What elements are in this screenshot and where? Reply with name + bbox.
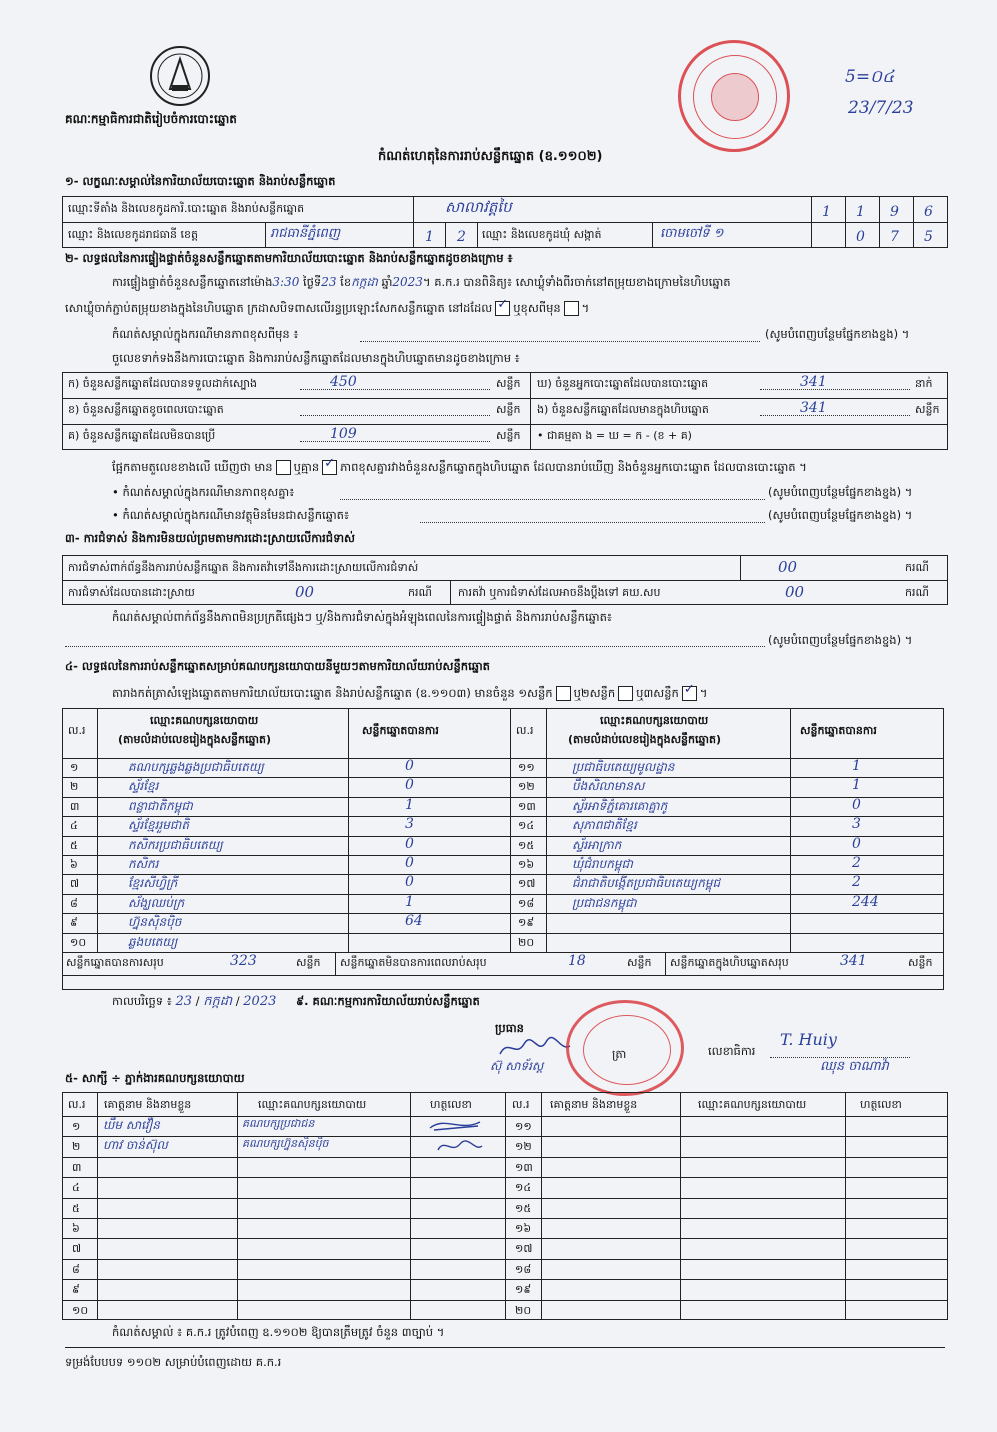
location-code-digit: 1	[822, 204, 831, 220]
bullet-difference: • កំណត់សម្គាល់ក្នុងករណីមានភាពខុសគ្នា៖	[112, 485, 295, 499]
row-number: ១៧	[518, 877, 536, 891]
figure-unit: សន្លឹក	[915, 403, 940, 416]
row-number: ១២	[518, 780, 535, 794]
row-number: ៦	[70, 858, 78, 871]
party-name: គណបក្សឆ្លងឆ្លងប្រជាធិបតេយ្យ	[128, 760, 264, 774]
figure-label: ខ) ចំនួនសន្លឹកឆ្នោតខូចពេលបោះឆ្នោត	[68, 403, 224, 416]
row-rule	[62, 1279, 948, 1280]
form-title: កំណត់ហេតុនៃការរាប់សន្លឹកឆ្នោត (ឧ.១១០២)	[378, 149, 603, 164]
party-name: ហ្វ៊ុនស៊ិនប៉ិច	[128, 915, 182, 930]
figure-dotline	[760, 389, 910, 390]
party-votes: 2	[852, 874, 861, 891]
party-votes: 3	[405, 816, 414, 833]
witness-header: ហត្ថលេខា	[860, 1098, 902, 1111]
different-checkbox[interactable]	[564, 301, 579, 316]
party-name: ជំរាជាតិបង្កើតប្រជាធិបតេយ្យកម្ពុជ	[572, 876, 721, 891]
party-name: ឆ្លងបតេយ្យ	[128, 934, 178, 949]
col-rule	[680, 1092, 681, 1320]
row-rule	[62, 874, 944, 875]
col-rule	[510, 708, 511, 952]
figure-unit: នាក់	[915, 377, 933, 390]
witness-no: ២០	[515, 1303, 532, 1317]
note-difference-label: កំណត់សម្គាល់ក្នុងករណីមានភាពខុសពីមុន ៖	[112, 327, 299, 341]
bullet-foreign-object: • កំណត់សម្គាល់ក្នុងករណីមានវត្ថុមិនមែនជាសន្លឹកឆ្នោត៖	[112, 508, 350, 522]
col-rule	[546, 708, 547, 952]
figure-unit: សន្លឹក	[496, 377, 521, 390]
witness-header: ឈ្មោះគណបក្សនយោបាយ	[698, 1098, 807, 1111]
fill-more-note: (សូមបំពេញបន្ថែមផ្នែកខាងខ្នង) ។	[768, 633, 913, 647]
col-rule	[790, 708, 791, 952]
party-name: ឃុំជំរាបកម្ពុជា	[572, 857, 633, 871]
row-rule	[62, 1218, 948, 1219]
party-votes: 0	[405, 835, 414, 852]
row-rule	[62, 1198, 948, 1199]
witness-signatures	[420, 1116, 500, 1160]
chair-label: ប្រធាន	[495, 1021, 524, 1035]
chair-signature	[498, 1036, 573, 1064]
figure-dotline	[760, 415, 910, 416]
witness-no: ៧	[72, 1242, 82, 1256]
party-votes: 0	[405, 758, 414, 774]
row-rule	[62, 913, 944, 914]
commune-value: ចោមចៅទី ១	[660, 226, 724, 241]
compare-line: ផ្អែកតាមតួលេខខាងលើ ឃើញថា មាន ឬគ្មាន✓ ភាពខុសគ្នារវាងចំនួនសន្លឹកឆ្នោតក្នុងហិបឆ្នោត ដែលបានរាប់ឃើញ និងចំនួនអ្នកបោះឆ្នោត ដែលបានបោះឆ្នោត ។	[112, 460, 807, 475]
figure-label: ង) ចំនួនសន្លឹកឆ្នោតដែលមានក្នុងហិបឆ្នោត	[537, 403, 709, 416]
resolved-label: ការជំទាស់ដែលបានដោះស្រាយ	[68, 586, 195, 599]
row-number: ២០	[518, 935, 535, 949]
col-party-sub-header: (តាមលំដាប់លេខរៀងក្នុងសន្លឹកឆ្នោត)	[568, 733, 721, 746]
figure-label: • ជាគម្មតា ង = ឃ = ក - (ខ + គ)	[537, 429, 692, 442]
verification-line: ការផ្ទៀងផ្ទាត់ចំនួនសន្លឹកឆ្នោតនៅម៉ោង3:30 ថ្ងៃទី23 ខែកក្កដា ឆ្នាំ2023។ គ.ក.រ បានពិនិត្យ៖ សោឃ្លុំទាំងពីរចាក់នៅតម្រុយខាងក្រោមនៃហិបឆ្នោត	[112, 275, 731, 289]
province-value: រាជធានីភ្នំពេញ	[270, 226, 341, 241]
party-name: បឹងសិលាមានស	[572, 779, 645, 794]
figures-intro: ចួលេខទាក់ទងនឹងការបោះឆ្នោត និងការរាប់សន្លឹកឆ្នោតដែលមានក្នុងហិបឆ្នោតមានដូចខាងក្រោម ៖	[112, 351, 520, 365]
party-votes: 0	[405, 874, 414, 891]
party-name: កសិករ	[128, 857, 159, 871]
nec-emblem	[148, 45, 212, 107]
party-name: ខ្មែរសីហ្វិក្រី	[128, 876, 178, 891]
party-name: ប្រជាជនកម្ពុជា	[572, 895, 637, 910]
row-rule	[62, 797, 944, 798]
case-unit: ករណី	[408, 586, 432, 599]
secretary-signature: T. Huiy	[780, 1030, 837, 1049]
witness-no: ១៤	[515, 1181, 532, 1195]
row-number: ១៤	[518, 819, 535, 833]
seal-mark: ត្រា	[612, 1047, 627, 1061]
col-party-header: ឈ្មោះគណបក្សនយោបាយ	[150, 714, 259, 727]
total-box-value: 341	[840, 953, 867, 969]
row-rule	[62, 1157, 948, 1158]
row-number: ១៣	[518, 799, 536, 813]
col-party-header: ឈ្មោះគណបក្សនយោបាយ	[600, 714, 709, 727]
fill-more-note: (សូមបំពេញបន្ថែមផ្នែកខាងខ្នង) ។	[768, 485, 913, 499]
party-votes: 1	[852, 777, 861, 794]
witness-header: ល.រ	[68, 1098, 86, 1111]
committee-name: គណៈកម្មាធិការជាតិរៀបចំការបោះឆ្នោត	[65, 112, 237, 126]
party-votes: 1	[405, 893, 414, 910]
figure-value: 109	[330, 426, 357, 442]
party-name: ស្ទ័រអាក្រាក	[572, 837, 622, 852]
form-footer: ទម្រង់បែបបទ ១១០២ សម្រាប់បំពេញដោយ គ.ក.រ	[65, 1355, 282, 1369]
party-votes: 244	[852, 893, 879, 910]
case-unit: ករណី	[905, 561, 929, 574]
row-number: ១០	[70, 935, 87, 949]
date-line: កាលបរិច្ឆេទ ៖ 23 / កក្កដា / 2023 ៩. គណៈកម្មការការិយាល័យរាប់សន្លឹកឆ្នោត	[112, 994, 480, 1009]
figure-unit: សន្លឹក	[496, 403, 521, 416]
row-rule	[62, 1177, 948, 1178]
witness-no: ៣	[72, 1160, 82, 1174]
row-number: ៣	[70, 799, 80, 813]
figure-value: 450	[330, 374, 357, 390]
figure-value: 341	[800, 374, 827, 390]
objection-value: 00	[778, 558, 798, 576]
party-votes: 1	[852, 758, 861, 774]
witness-name: ហាវ ចាន់ស៊ុល	[103, 1138, 168, 1153]
seal-check-line: សោឃ្លុំចាក់ភ្ជាប់តម្រុយខាងក្នុងនៃហិបឆ្នោត ក្រដាសបិទពាសលើរន្ធប្រឡោះសែកសន្លឹកឆ្នោត នៅដដែល✓ ឬខុសពីមុន ។	[65, 301, 589, 316]
figure-value: 341	[800, 400, 827, 416]
same-checkbox[interactable]	[495, 301, 510, 316]
figure-unit: សន្លឹក	[496, 429, 521, 442]
row-number: ៧	[70, 877, 80, 891]
row-rule	[62, 777, 944, 778]
row-number: ៥	[70, 838, 78, 852]
witness-no: ១២	[515, 1140, 532, 1154]
col-rule	[237, 1092, 238, 1320]
col-rule	[541, 1092, 542, 1320]
total-valid-value: 323	[230, 953, 257, 969]
witness-no: ២	[72, 1140, 81, 1154]
row-number: ៤	[70, 819, 78, 833]
witness-no: ៦	[72, 1222, 80, 1235]
row-number: ៩	[70, 916, 78, 930]
row-rule	[62, 933, 944, 934]
figure-dotline	[300, 389, 490, 390]
witness-no: ១៧	[515, 1242, 533, 1256]
total-unit: សន្លឹក	[627, 956, 652, 969]
province-code-digit: 2	[457, 229, 466, 245]
appeal-value: 00	[785, 583, 805, 601]
row-rule	[62, 816, 944, 817]
row-number: ១៨	[518, 896, 535, 910]
one-sheet-checkbox[interactable]	[556, 686, 571, 701]
party-votes: 1	[405, 796, 414, 813]
party-votes: 0	[852, 835, 861, 852]
commune-code-digit: 5	[924, 229, 933, 245]
figure-dotline	[300, 415, 490, 416]
irregularity-note: កំណត់សម្គាល់ពាក់ព័ន្ធនឹងភាពមិនប្រក្រតីផ្សេងៗ ឬ/និងការជំទាស់ក្នុងអំឡុងពេលនៃការផ្ទៀងផ្ទាត់ និងការរាប់សន្លឹកឆ្នោត៖	[112, 610, 612, 624]
appeal-label: ការតវ៉ា ឬការជំទាស់ដែលអាចនឹងប្ដឹងទៅ គឃ.សប	[458, 586, 661, 599]
row-number: ២	[70, 780, 79, 794]
section5-heading: ៥- សាក្សី ÷ ភ្នាក់ងារគណបក្សនយោបាយ	[65, 1071, 245, 1085]
party-name: ពន្លាជាតិកម្ពុជា	[128, 798, 193, 813]
commune-code-digit: 0	[856, 229, 865, 245]
witness-header: គោត្តនាម និងនាមខ្លួន	[550, 1098, 638, 1111]
location-label: ឈ្មោះទីតាំង និងលេខកូដការិ.បោះឆ្នោត និងរាប់សន្លឹកឆ្នោត	[68, 202, 305, 215]
witness-no: ១០	[72, 1303, 89, 1317]
party-votes: 0	[405, 777, 414, 794]
figure-label: ឃ) ចំនួនអ្នកបោះឆ្នោតដែលបានបោះឆ្នោត	[537, 377, 709, 390]
witness-name: ឃឹម សាវឿន	[103, 1118, 160, 1132]
col-rule	[845, 1092, 846, 1320]
sheet-count-line: តារាងកត់ត្រាសំឡេងឆ្នោតតាមការិយាល័យបោះឆ្នោត និងរាប់សន្លឹកឆ្នោត (ឧ.១១០៣) មានចំនួន ១សន្លឹក ឬ២សន្លឹក ឬ៣សន្លឹក✓ ។	[112, 686, 707, 701]
witness-header: ហត្ថលេខា	[430, 1098, 472, 1111]
has-difference-checkbox[interactable]	[276, 460, 291, 475]
row-number: ១៩	[518, 916, 535, 930]
secretary-name: ឈុន ចាណាវ៉ា	[820, 1059, 889, 1074]
col-votes-header: សន្លឹកឆ្នោតបានការ	[362, 724, 439, 737]
no-difference-checkbox[interactable]	[322, 460, 337, 475]
witness-no: ៤	[72, 1181, 80, 1195]
party-name: ស័ង្ឃឈប់ក្រ	[128, 895, 185, 910]
total-unit: សន្លឹក	[296, 956, 321, 969]
row-number: ១៥	[518, 838, 535, 852]
location-value: សាលាវត្តបៃ	[445, 198, 512, 216]
witness-no: ១៩	[515, 1283, 532, 1297]
witness-no: ១៨	[515, 1262, 532, 1276]
party-name: ស្ទ័រខ្មែរ	[128, 779, 159, 794]
witness-no: ១១	[515, 1120, 532, 1133]
location-code-digit: 9	[890, 204, 899, 220]
secretary-label: លេខាធិការ	[708, 1044, 756, 1058]
figure-label: ក) ចំនួនសន្លឹកឆ្នោតដែលបានទទួលដាក់ស្បោង	[68, 377, 257, 390]
location-code-digit: 6	[924, 204, 933, 220]
col-no-header: ល.រ	[516, 724, 534, 737]
witness-header: គោត្តនាម និងនាមខ្លួន	[104, 1098, 192, 1111]
col-rule	[505, 1092, 506, 1320]
total-invalid-value: 18	[568, 953, 586, 969]
col-rule	[348, 708, 349, 952]
witness-no: ៥	[72, 1201, 80, 1215]
commune-label: ឈ្មោះ និងលេខកូដឃុំ សង្កាត់	[482, 228, 602, 241]
witness-party: គណបក្សប្រជាជន	[242, 1117, 315, 1130]
party-name: សុភាពជាតិខ្មែរ	[572, 818, 637, 833]
col-rule	[410, 1092, 411, 1320]
row-rule	[62, 1300, 948, 1301]
footer-note: កំណត់សម្គាល់ ៖ គ.ក.រ ត្រូវបំពេញ ឧ.១១០២ ឱ្យបានត្រឹមត្រូវ ចំនួន ៣ច្បាប់ ។	[112, 1325, 445, 1339]
section3-heading: ៣- ការជំទាស់ និងការមិនយល់ព្រមតាមការដោះស្រាយលើការជំទាស់	[65, 531, 356, 545]
witness-no: ៨	[72, 1262, 80, 1276]
party-votes: 0	[852, 796, 861, 813]
location-code-digit: 1	[856, 204, 865, 220]
case-unit: ករណី	[905, 586, 929, 599]
fill-more-note: (សូមបំពេញបន្ថែមផ្នែកខាងខ្នង) ។	[765, 327, 910, 341]
col-rule	[97, 708, 98, 952]
row-rule	[62, 1136, 948, 1137]
commune-code-digit: 7	[890, 229, 899, 245]
witness-no: ១៦	[515, 1222, 532, 1235]
row-rule	[62, 1238, 948, 1239]
col-votes-header: សន្លឹកឆ្នោតបានការ	[800, 724, 877, 737]
witness-header: ឈ្មោះគណបក្សនយោបាយ	[258, 1098, 367, 1111]
row-rule	[62, 1259, 948, 1260]
row-rule	[62, 855, 944, 856]
figure-label: គ) ចំនួនសន្លឹកឆ្នោតដែលមិនបានប្រើ	[68, 429, 216, 442]
province-label: ឈ្មោះ និងលេខកូដរាជធានី ខេត្ត	[68, 228, 198, 241]
header-rule	[62, 1116, 948, 1117]
two-sheet-checkbox[interactable]	[618, 686, 633, 701]
resolved-value: 00	[295, 583, 315, 601]
row-number: ១១	[518, 761, 535, 774]
stamp-time-note: 5=០៤	[845, 67, 895, 87]
official-stamp-top	[678, 40, 790, 152]
total-valid-label: សន្លឹកឆ្នោតបានការសរុប	[66, 956, 164, 969]
party-name: ស្ទ័រអាទិភ្នំគោរគោគ្នាកូ	[572, 798, 668, 813]
witness-no: ១៥	[515, 1201, 532, 1215]
row-rule	[62, 894, 944, 895]
witness-no: ១៣	[515, 1160, 533, 1174]
fill-more-note: (សូមបំពេញបន្ថែមផ្នែកខាងខ្នង) ។	[768, 508, 913, 522]
three-sheet-checkbox[interactable]	[682, 686, 697, 701]
witness-party: គណបក្សហ្វ៊ុនស៊ិនប៉ិច	[242, 1137, 329, 1151]
official-stamp-bottom	[566, 1000, 684, 1096]
party-votes: 64	[405, 913, 423, 930]
province-code-digit: 1	[425, 229, 434, 245]
row-number: ៨	[70, 896, 78, 910]
party-votes: 3	[852, 816, 861, 833]
party-votes: 0	[405, 855, 414, 871]
chair-name: ស៊ុ សាទ័រស្ត	[490, 1059, 544, 1073]
total-box-label: សន្លឹកឆ្នោតក្នុងហិបឆ្នោតសរុប	[670, 956, 789, 969]
party-name: ប្រជាធិបតេយ្យមូលដ្ឋាន	[572, 760, 675, 774]
witness-header: ល.រ	[512, 1098, 530, 1111]
total-unit: សន្លឹក	[908, 956, 933, 969]
witness-no: ៩	[72, 1283, 80, 1297]
section2-heading: ២- លទ្ធផលនៃការផ្ទៀងផ្ទាត់ចំនួនសន្លឹកឆ្នោតតាមការិយាល័យបោះឆ្នោត និងរាប់សន្លឹកឆ្នោតដូចខាងក្រោម ៖	[65, 251, 513, 265]
party-votes: 2	[852, 855, 861, 871]
total-invalid-label: សន្លឹកឆ្នោតមិនបានការពេលរាប់សរុប	[340, 956, 487, 969]
party-name: កសិករប្រជាធិបតេយ្យ	[128, 837, 223, 852]
objection-label: ការជំទាស់ពាក់ព័ន្ធនឹងការរាប់សន្លឹកឆ្នោត និងការតវ៉ាទៅនឹងការដោះស្រាយលើការជំទាស់	[68, 561, 419, 574]
col-no-header: ល.រ	[68, 724, 86, 737]
row-number: ១៦	[518, 858, 535, 871]
witness-no: ១	[72, 1120, 81, 1133]
row-number: ១	[70, 761, 79, 774]
figure-dotline	[300, 441, 490, 442]
party-name: ស្ទ័រខ្មែររួមជាតិ	[128, 818, 189, 833]
col-party-sub-header: (តាមលំដាប់លេខរៀងក្នុងសន្លឹកឆ្នោត)	[118, 733, 271, 746]
section4-heading: ៤- លទ្ធផលនៃការរាប់សន្លឹកឆ្នោតសម្រាប់គណបក្សនយោបាយនីមួយៗតាមការិយាល័យរាប់សន្លឹកឆ្នោត	[65, 659, 490, 673]
stamp-date-note: 23/7/23	[848, 98, 914, 118]
totals-row	[62, 952, 944, 976]
section1-heading: ១- លក្ខណៈសម្គាល់នៃការិយាល័យបោះឆ្នោត និងរាប់សន្លឹកឆ្នោត	[65, 174, 336, 188]
col-rule	[97, 1092, 98, 1320]
